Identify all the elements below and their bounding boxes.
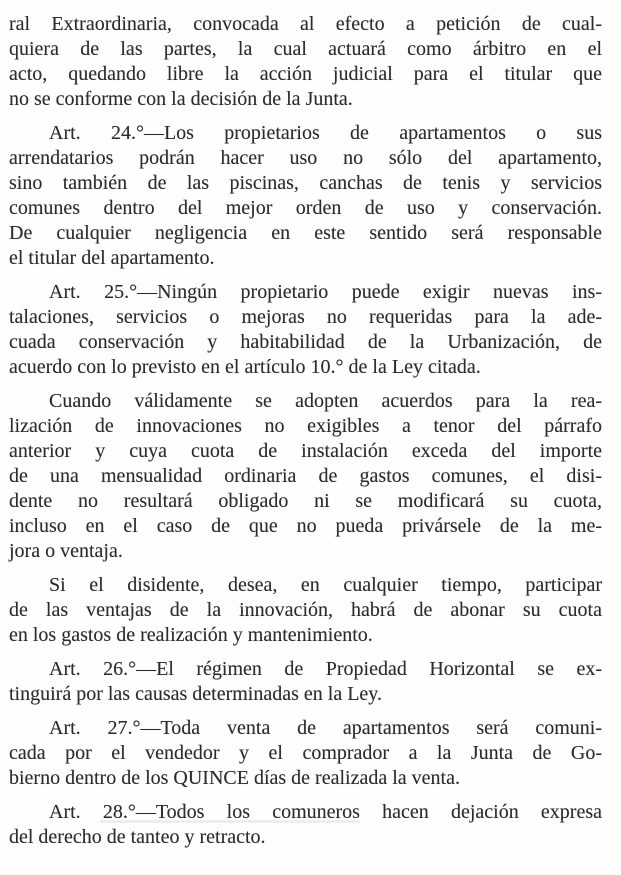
text-line: lización de innovaciones no exigibles a tenor del párrafo (9, 415, 602, 437)
paragraph-art-25 (9, 280, 602, 380)
paragraph-art-24 (9, 121, 602, 271)
paragraph-art-28 (9, 800, 602, 850)
text-line: no se conforme con la decisión de la Junta. (9, 88, 353, 110)
text-line: de una mensualidad ordinaria de gastos comunes, el disi- (9, 465, 602, 487)
text-line: acto, quedando libre la acción judicial para el titular que (9, 63, 602, 85)
text-line: incluso en el caso de que no pueda privársele de la me- (9, 515, 602, 537)
text-line: De cualquier negligencia en este sentido será responsable (9, 222, 602, 244)
text-line: talaciones, servicios o mejoras no requeridas para la ade- (9, 306, 602, 328)
text-line: jora o ventaja. (9, 540, 123, 562)
text-line: sino también de las piscinas, canchas de tenis y servicios (9, 172, 602, 194)
text-line: Si el disidente, desea, en cualquier tiempo, participar (49, 574, 602, 596)
text-line: Art. 25.°—Ningún propietario puede exigir nuevas ins- (49, 281, 602, 303)
text-line: cuada conservación y habitabilidad de la Urbanización, de (9, 331, 602, 353)
text-line: acuerdo con lo previsto en el artículo 10.° de la Ley citada. (9, 356, 481, 378)
text-line: arrendatarios podrán hacer uso no sólo del apartamento, (9, 147, 602, 169)
text-line: Art. 27.°—Toda venta de apartamentos será comuni- (49, 717, 602, 739)
paragraph-art-26 (9, 657, 602, 707)
text-line: bierno dentro de los QUINCE días de realizada la venta. (9, 767, 460, 789)
text-line: quiera de las partes, la cual actuará como árbitro en el (9, 38, 602, 60)
text-line: Art. 26.°—El régimen de Propiedad Horizontal se ex- (49, 658, 602, 680)
paragraph-parrafo-innovaciones (9, 389, 602, 564)
text-line: cada por el vendedor y el comprador a la Junta de Go- (9, 742, 602, 764)
text-line: de las ventajas de la innovación, habrá de abonar su cuota (9, 599, 602, 621)
text-line: en los gastos de realización y mantenimiento. (9, 624, 373, 646)
paragraph-parrafo-disidente (9, 573, 602, 648)
text-line: Art. 24.°—Los propietarios de apartamentos o sus (49, 122, 602, 144)
document-text-block (9, 12, 602, 859)
text-line: dente no resultará obligado ni se modificará su cuota, (9, 490, 602, 512)
text-line: tinguirá por las causas determinadas en la Ley. (9, 683, 383, 705)
text-line: ral Extraordinaria, convocada al efecto a petición de cual- (9, 13, 602, 35)
text-line: comunes dentro del mejor orden de uso y conservación. (9, 197, 602, 219)
text-line: el titular del apartamento. (9, 247, 215, 269)
paragraph-art-27 (9, 716, 602, 791)
scan-artifact (100, 820, 360, 823)
text-line: anterior y cuya cuota de instalación exceda del importe (9, 440, 602, 462)
text-line: Cuando válidamente se adopten acuerdos para la rea- (49, 390, 602, 412)
text-line: Art. 28.°—Todos los comuneros hacen dejación expresa (49, 801, 602, 823)
text-line: del derecho de tanteo y retracto. (9, 826, 266, 848)
paragraph-continuation-junta-general (9, 12, 602, 112)
